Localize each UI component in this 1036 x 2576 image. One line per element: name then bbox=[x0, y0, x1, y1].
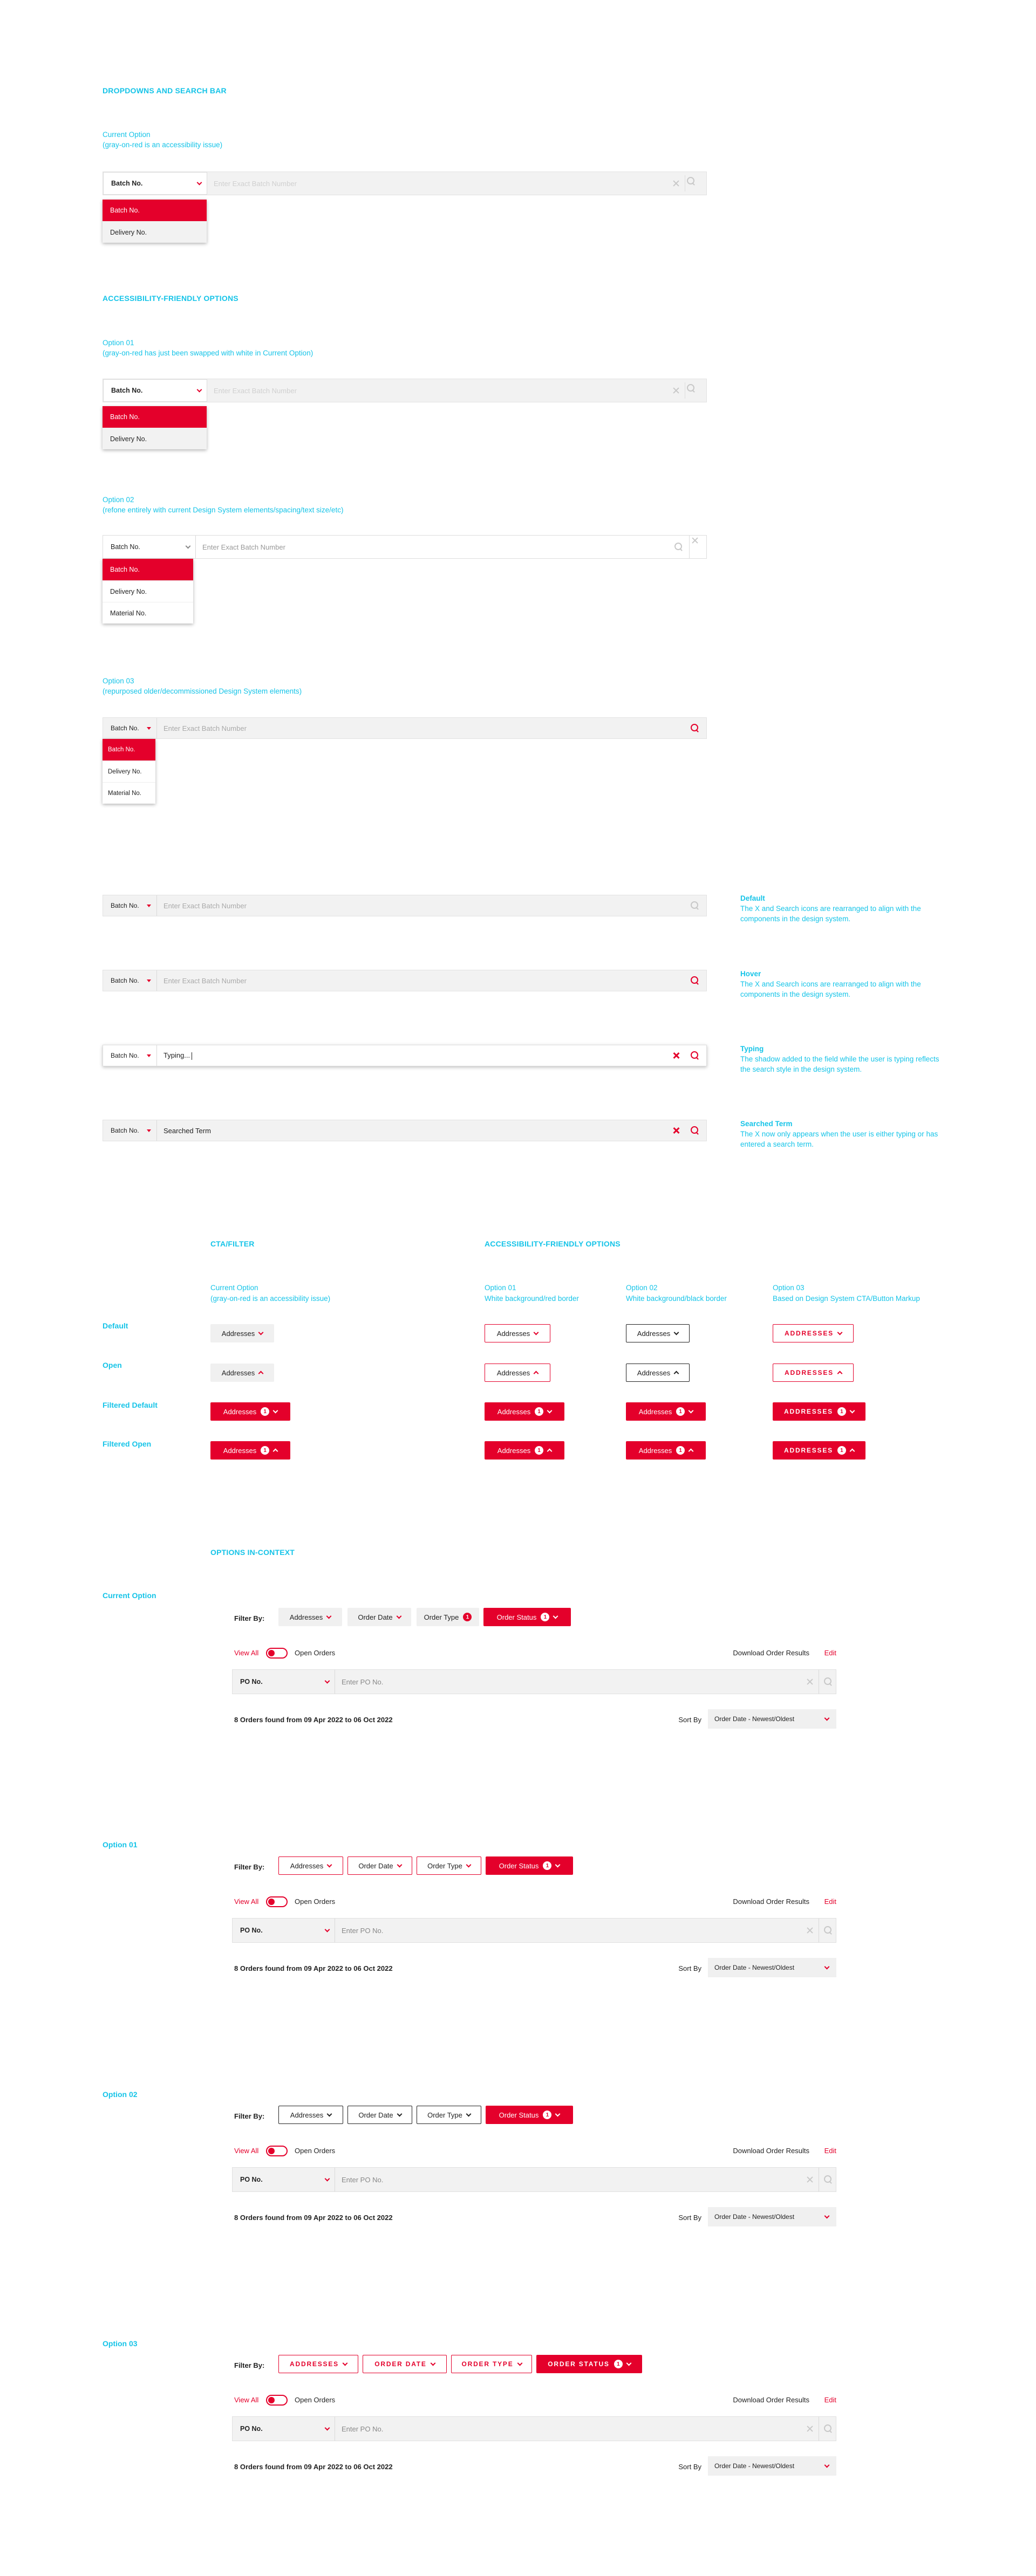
select-value: Batch No. bbox=[111, 387, 143, 394]
count-badge: 1 bbox=[261, 1446, 269, 1455]
addresses-filter-button[interactable] bbox=[210, 1364, 274, 1382]
caret-down-icon bbox=[147, 905, 151, 907]
orders-panel bbox=[232, 1856, 836, 2018]
filter-by-label: Filter By: bbox=[234, 1863, 265, 1871]
open-orders-toggle[interactable] bbox=[266, 1648, 288, 1659]
button-label: Addresses bbox=[290, 1861, 324, 1870]
open-orders-label: Open Orders bbox=[295, 2147, 336, 2155]
option-note: (repurposed older/decommissioned Design System elements) bbox=[103, 687, 302, 695]
caret-down-icon bbox=[147, 1129, 151, 1132]
count-badge: 1 bbox=[676, 1407, 685, 1416]
filter-addresses-button[interactable] bbox=[278, 1608, 342, 1626]
search-input[interactable]: Enter Exact Batch Number bbox=[163, 724, 247, 732]
button-label: Order Date bbox=[358, 1861, 393, 1870]
sort-select[interactable] bbox=[708, 1958, 836, 1977]
search-input[interactable]: Enter Exact Batch Number bbox=[202, 543, 285, 551]
cta-row-label: Filtered Open bbox=[103, 1440, 152, 1448]
chevron-up-icon bbox=[689, 1449, 694, 1454]
cta-column-title: Current Option bbox=[210, 1284, 258, 1292]
button-label: Order Type bbox=[427, 2111, 462, 2119]
dropdown-menu bbox=[103, 559, 193, 624]
chevron-down-icon bbox=[534, 1330, 539, 1335]
filter-order-date-button[interactable] bbox=[347, 1856, 412, 1875]
clear-icon[interactable] bbox=[671, 1125, 681, 1136]
search-type-select[interactable] bbox=[103, 970, 157, 991]
sort-by-label: Sort By bbox=[678, 1716, 701, 1724]
menu-item[interactable]: Delivery No. bbox=[103, 580, 193, 602]
section-title-cta-accessibility: ACCESSIBILITY-FRIENDLY OPTIONS bbox=[485, 1239, 621, 1248]
search-type-select[interactable] bbox=[103, 172, 207, 195]
chevron-down-icon bbox=[824, 1715, 830, 1721]
filter-order-status-button[interactable] bbox=[486, 1856, 573, 1875]
download-results-link[interactable]: Download Order Results bbox=[733, 1897, 809, 1906]
button-label: Order Type bbox=[427, 1861, 462, 1870]
cta-column-title: Option 01 bbox=[485, 1284, 516, 1292]
sort-select[interactable] bbox=[708, 1709, 836, 1729]
chevron-down-icon bbox=[397, 1862, 402, 1867]
addresses-filter-button[interactable] bbox=[626, 1402, 706, 1421]
caret-down-icon bbox=[147, 1054, 151, 1057]
search-bar-searched bbox=[103, 1120, 707, 1141]
sort-by-label: Sort By bbox=[678, 2463, 701, 2471]
addresses-filter-button[interactable] bbox=[626, 1364, 690, 1382]
po-type-select[interactable] bbox=[233, 1919, 335, 1942]
edit-link[interactable]: Edit bbox=[824, 2147, 836, 2155]
open-orders-label: Open Orders bbox=[295, 1897, 336, 1906]
count-badge: 1 bbox=[614, 2360, 623, 2368]
orders-panel bbox=[232, 2106, 836, 2267]
button-label: Order Type bbox=[424, 1613, 459, 1621]
button-label: Addresses bbox=[496, 1329, 530, 1338]
chevron-down-icon bbox=[849, 1408, 855, 1413]
chevron-down-icon bbox=[824, 2213, 830, 2218]
view-all-link[interactable]: View All bbox=[234, 1897, 259, 1906]
option-title: Option 02 bbox=[103, 496, 134, 504]
dropdown-menu bbox=[103, 200, 207, 243]
search-bar-default bbox=[103, 895, 707, 916]
state-desc: The X now only appears when the user is either typing or has entered a search term. bbox=[740, 1130, 938, 1148]
filter-addresses-button[interactable] bbox=[278, 1856, 343, 1875]
button-label: Order Date bbox=[358, 1613, 393, 1621]
menu-item[interactable]: Material No. bbox=[103, 602, 193, 624]
button-label: Addresses bbox=[221, 1329, 255, 1338]
button-label: ADDRESSES bbox=[784, 1408, 833, 1415]
chevron-down-icon bbox=[273, 1408, 278, 1413]
sort-select[interactable] bbox=[708, 2207, 836, 2226]
view-all-link[interactable]: View All bbox=[234, 2396, 259, 2404]
addresses-filter-button[interactable] bbox=[626, 1441, 706, 1460]
option-note: (refone entirely with current Design System elements/spacing/text size/etc) bbox=[103, 506, 344, 514]
cta-row-label: Filtered Default bbox=[103, 1401, 158, 1409]
button-label: Addresses bbox=[289, 1613, 323, 1621]
menu-item[interactable]: Batch No. bbox=[103, 559, 193, 580]
chevron-down-icon bbox=[837, 1330, 842, 1335]
search-bar bbox=[103, 379, 707, 402]
orders-panel bbox=[232, 1608, 836, 1770]
filter-order-status-button[interactable] bbox=[536, 2355, 642, 2373]
filter-order-date-button[interactable] bbox=[363, 2355, 447, 2373]
button-label: Order Status bbox=[496, 1613, 537, 1621]
button-label: Addresses bbox=[637, 1329, 671, 1338]
button-label: Order Status bbox=[499, 1861, 539, 1870]
button-label: Addresses bbox=[223, 1407, 257, 1416]
chevron-down-icon bbox=[197, 387, 202, 392]
chevron-down-icon bbox=[555, 1862, 561, 1867]
chevron-down-icon bbox=[689, 1408, 694, 1413]
chevron-down-icon bbox=[466, 2111, 471, 2116]
sort-by-label: Sort By bbox=[678, 2214, 701, 2222]
count-badge: 1 bbox=[543, 1861, 551, 1870]
chevron-up-icon bbox=[547, 1449, 553, 1454]
search-icon[interactable] bbox=[673, 541, 685, 553]
state-desc: The X and Search icons are rearranged to align with the components in the design system. bbox=[740, 905, 921, 923]
select-value: PO No. bbox=[240, 1927, 263, 1934]
section-title-cta: CTA/FILTER bbox=[210, 1239, 255, 1248]
button-label: ORDER STATUS bbox=[548, 2360, 610, 2368]
chevron-down-icon bbox=[626, 2360, 631, 2366]
addresses-filter-button[interactable] bbox=[210, 1441, 290, 1460]
button-label: ADDRESSES bbox=[785, 1330, 834, 1337]
chevron-down-icon bbox=[824, 2462, 830, 2468]
search-icon[interactable] bbox=[819, 2417, 836, 2441]
chevron-down-icon bbox=[555, 2111, 561, 2116]
chevron-down-icon bbox=[186, 543, 191, 549]
menu-item[interactable]: Batch No. bbox=[103, 739, 155, 761]
search-type-select[interactable] bbox=[103, 1120, 157, 1141]
clear-icon[interactable] bbox=[805, 2174, 815, 2185]
clear-icon[interactable] bbox=[805, 1676, 815, 1687]
caret-down-icon bbox=[147, 727, 151, 730]
results-summary: 8 Orders found from 09 Apr 2022 to 06 Oct 2022 bbox=[234, 1716, 393, 1724]
chevron-down-icon bbox=[674, 1330, 679, 1335]
chevron-down-icon bbox=[325, 1678, 330, 1683]
download-results-link[interactable]: Download Order Results bbox=[733, 2396, 809, 2404]
cta-column-title: Option 03 bbox=[773, 1284, 805, 1292]
option-title: Current Option bbox=[103, 131, 151, 139]
clear-icon[interactable] bbox=[671, 385, 681, 396]
download-results-link[interactable]: Download Order Results bbox=[733, 1649, 809, 1657]
addresses-filter-button[interactable] bbox=[626, 1324, 690, 1342]
chevron-down-icon bbox=[396, 1613, 401, 1619]
clear-icon[interactable] bbox=[671, 178, 681, 189]
filter-addresses-button[interactable] bbox=[278, 2355, 358, 2373]
search-type-select[interactable] bbox=[103, 536, 196, 558]
button-label: ORDER TYPE bbox=[461, 2360, 514, 2368]
po-search-input[interactable]: Enter PO No. bbox=[342, 1677, 384, 1686]
download-results-link[interactable]: Download Order Results bbox=[733, 2147, 809, 2155]
cta-column-title: Option 02 bbox=[626, 1284, 658, 1292]
cta-row-label: Open bbox=[103, 1361, 122, 1369]
addresses-filter-button[interactable] bbox=[210, 1324, 274, 1342]
count-badge: 1 bbox=[543, 2111, 551, 2119]
menu-item[interactable]: Batch No. bbox=[103, 406, 207, 428]
filter-order-type-button[interactable] bbox=[417, 2106, 481, 2124]
search-type-select[interactable] bbox=[103, 895, 157, 916]
count-badge: 1 bbox=[535, 1446, 543, 1455]
filter-by-label: Filter By: bbox=[234, 1614, 265, 1622]
chevron-down-icon bbox=[547, 1408, 553, 1413]
search-type-select[interactable] bbox=[103, 1045, 157, 1066]
state-label bbox=[740, 893, 945, 924]
open-orders-label: Open Orders bbox=[295, 2396, 336, 2404]
po-search-bar bbox=[232, 1918, 836, 1943]
sort-value: Order Date - Newest/Oldest bbox=[714, 1715, 795, 1723]
chevron-up-icon bbox=[849, 1449, 855, 1454]
section-title-context: OPTIONS IN-CONTEXT bbox=[210, 1548, 295, 1557]
open-orders-toggle[interactable] bbox=[266, 2395, 288, 2406]
open-orders-toggle[interactable] bbox=[266, 1896, 288, 1907]
chevron-down-icon bbox=[197, 180, 202, 185]
addresses-filter-button[interactable] bbox=[485, 1324, 550, 1342]
caret-down-icon bbox=[147, 979, 151, 982]
select-value: Batch No. bbox=[111, 543, 140, 551]
search-icon[interactable] bbox=[685, 382, 701, 399]
edit-link[interactable]: Edit bbox=[824, 1649, 836, 1657]
search-icon[interactable] bbox=[689, 1050, 701, 1061]
state-desc: The shadow added to the field while the user is typing reflects the search style in the design system. bbox=[740, 1055, 939, 1073]
filter-order-status-button[interactable] bbox=[486, 2106, 573, 2124]
filter-order-type-button[interactable] bbox=[451, 2355, 532, 2373]
select-value: PO No. bbox=[240, 2425, 263, 2433]
po-search-bar bbox=[232, 2416, 836, 2441]
select-value: Batch No. bbox=[111, 902, 139, 909]
filter-addresses-button[interactable] bbox=[278, 2106, 343, 2124]
chevron-down-icon bbox=[325, 2425, 330, 2430]
chevron-down-icon bbox=[466, 1862, 471, 1867]
button-label: Addresses bbox=[638, 1407, 672, 1416]
clear-icon[interactable] bbox=[805, 2423, 815, 2434]
button-label: Addresses bbox=[497, 1446, 531, 1455]
addresses-filter-button[interactable] bbox=[485, 1402, 564, 1421]
po-search-bar bbox=[232, 2167, 836, 2192]
chevron-down-icon bbox=[342, 2360, 347, 2366]
chevron-up-icon bbox=[837, 1371, 842, 1376]
chevron-down-icon bbox=[430, 2360, 435, 2366]
search-input[interactable]: Enter Exact Batch Number bbox=[214, 386, 297, 395]
chevron-down-icon bbox=[517, 2360, 522, 2366]
context-label: Option 01 bbox=[103, 1840, 138, 1849]
search-bar bbox=[103, 717, 707, 739]
cta-row-label: Default bbox=[103, 1321, 128, 1330]
section-title-accessibility: ACCESSIBILITY-FRIENDLY OPTIONS bbox=[103, 294, 238, 303]
search-input[interactable] bbox=[157, 1051, 671, 1060]
select-value: PO No. bbox=[240, 2176, 263, 2183]
chevron-down-icon bbox=[325, 2176, 330, 2181]
button-label: Order Date bbox=[358, 2111, 393, 2119]
sort-value: Order Date - Newest/Oldest bbox=[714, 2213, 795, 2221]
search-icon[interactable] bbox=[819, 1670, 836, 1694]
search-type-select[interactable] bbox=[103, 379, 207, 402]
search-bar bbox=[103, 535, 707, 559]
button-label: Addresses bbox=[290, 2111, 324, 2119]
search-bar-typing bbox=[103, 1045, 707, 1066]
select-value: PO No. bbox=[240, 1678, 263, 1686]
addresses-filter-button[interactable] bbox=[773, 1441, 865, 1460]
button-label: Addresses bbox=[638, 1446, 672, 1455]
search-input[interactable]: Enter Exact Batch Number bbox=[163, 901, 247, 910]
count-badge: 1 bbox=[463, 1613, 472, 1621]
button-label: Addresses bbox=[221, 1368, 255, 1377]
state-title: Hover bbox=[740, 970, 761, 978]
search-bar-hover bbox=[103, 970, 707, 991]
search-input[interactable]: Enter Exact Batch Number bbox=[163, 976, 247, 985]
search-input[interactable]: Searched Term bbox=[163, 1126, 211, 1135]
option-note: (gray-on-red has just been swapped with white in Current Option) bbox=[103, 349, 313, 357]
open-orders-label: Open Orders bbox=[295, 1649, 336, 1657]
button-label: Addresses bbox=[496, 1368, 530, 1377]
filter-by-label: Filter By: bbox=[234, 2112, 265, 2120]
button-label: Addresses bbox=[637, 1368, 671, 1377]
open-orders-toggle[interactable] bbox=[266, 2146, 288, 2156]
dropdown-menu bbox=[103, 739, 155, 804]
state-label bbox=[740, 1044, 945, 1074]
option-title: Option 03 bbox=[103, 677, 134, 685]
po-search-input[interactable]: Enter PO No. bbox=[342, 1926, 384, 1935]
addresses-filter-button[interactable] bbox=[485, 1364, 550, 1382]
addresses-filter-button[interactable] bbox=[773, 1324, 854, 1342]
select-value: Batch No. bbox=[111, 1127, 139, 1134]
count-badge: 1 bbox=[261, 1407, 269, 1416]
chevron-up-icon bbox=[258, 1371, 264, 1376]
count-badge: 1 bbox=[837, 1407, 846, 1416]
state-desc: The X and Search icons are rearranged to align with the components in the design system. bbox=[740, 980, 921, 998]
addresses-filter-button[interactable] bbox=[773, 1364, 854, 1382]
context-label: Option 02 bbox=[103, 2090, 138, 2099]
chevron-down-icon bbox=[327, 2111, 332, 2116]
chevron-down-icon bbox=[326, 1613, 332, 1619]
search-icon[interactable] bbox=[689, 722, 701, 734]
count-badge: 1 bbox=[541, 1613, 549, 1621]
search-input[interactable]: Enter Exact Batch Number bbox=[214, 179, 297, 188]
menu-item[interactable]: Delivery No. bbox=[103, 221, 207, 243]
addresses-filter-button[interactable] bbox=[485, 1441, 564, 1460]
dropdown-menu bbox=[103, 406, 207, 449]
section-title-dropdowns: DROPDOWNS AND SEARCH BAR bbox=[103, 86, 227, 95]
menu-item[interactable]: Batch No. bbox=[103, 200, 207, 221]
typed-text: Typing... bbox=[163, 1051, 190, 1060]
orders-panel bbox=[232, 2355, 836, 2517]
button-label: ADDRESSES bbox=[290, 2360, 339, 2368]
po-type-select[interactable] bbox=[233, 2417, 335, 2441]
results-summary: 8 Orders found from 09 Apr 2022 to 06 Oct 2022 bbox=[234, 2463, 393, 2471]
count-badge: 1 bbox=[535, 1407, 543, 1416]
menu-item[interactable]: Delivery No. bbox=[103, 428, 207, 449]
filter-order-status-button[interactable] bbox=[483, 1608, 571, 1626]
cta-column-note: Based on Design System CTA/Button Markup bbox=[773, 1294, 920, 1303]
filter-order-date-button[interactable] bbox=[347, 1608, 411, 1626]
filter-by-label: Filter By: bbox=[234, 2361, 265, 2369]
search-icon[interactable] bbox=[689, 975, 701, 986]
clear-icon[interactable] bbox=[671, 1050, 681, 1061]
button-label: ORDER DATE bbox=[374, 2360, 427, 2368]
results-summary: 8 Orders found from 09 Apr 2022 to 06 Oct 2022 bbox=[234, 2214, 393, 2222]
chevron-down-icon bbox=[325, 1927, 330, 1932]
results-summary: 8 Orders found from 09 Apr 2022 to 06 Oct 2022 bbox=[234, 1964, 393, 1972]
state-title: Default bbox=[740, 894, 765, 902]
chevron-down-icon bbox=[553, 1613, 558, 1619]
clear-icon[interactable] bbox=[805, 1925, 815, 1936]
search-icon[interactable] bbox=[819, 2168, 836, 2191]
filter-order-date-button[interactable] bbox=[347, 2106, 412, 2124]
chevron-up-icon bbox=[674, 1371, 679, 1376]
search-type-select[interactable] bbox=[103, 718, 157, 738]
context-label: Option 03 bbox=[103, 2339, 138, 2348]
search-icon[interactable] bbox=[689, 900, 701, 912]
chevron-down-icon bbox=[327, 1862, 332, 1867]
chevron-up-icon bbox=[273, 1449, 278, 1454]
addresses-filter-button[interactable] bbox=[773, 1402, 865, 1421]
edit-link[interactable]: Edit bbox=[824, 1897, 836, 1906]
chevron-down-icon bbox=[258, 1330, 264, 1335]
sort-value: Order Date - Newest/Oldest bbox=[714, 1964, 795, 1971]
view-all-link[interactable]: View All bbox=[234, 1649, 259, 1657]
button-label: ADDRESSES bbox=[784, 1447, 833, 1454]
state-label bbox=[740, 1119, 945, 1149]
select-value: Batch No. bbox=[111, 180, 143, 187]
sort-by-label: Sort By bbox=[678, 1964, 701, 1972]
chevron-up-icon bbox=[534, 1371, 539, 1376]
edit-link[interactable]: Edit bbox=[824, 2396, 836, 2404]
chevron-down-icon bbox=[397, 2111, 402, 2116]
clear-icon[interactable] bbox=[689, 535, 706, 559]
po-type-select[interactable] bbox=[233, 2168, 335, 2191]
po-search-input[interactable]: Enter PO No. bbox=[342, 2424, 384, 2433]
search-icon[interactable] bbox=[689, 1125, 701, 1136]
cta-column-note: White background/red border bbox=[485, 1294, 579, 1303]
menu-item[interactable]: Delivery No. bbox=[103, 761, 155, 782]
po-type-select[interactable] bbox=[233, 1670, 335, 1694]
select-value: Batch No. bbox=[111, 724, 139, 732]
count-badge: 1 bbox=[837, 1446, 846, 1455]
view-all-link[interactable]: View All bbox=[234, 2147, 259, 2155]
button-label: ADDRESSES bbox=[785, 1369, 834, 1376]
count-badge: 1 bbox=[676, 1446, 685, 1455]
state-label bbox=[740, 969, 945, 999]
filter-order-type-button[interactable] bbox=[417, 1856, 481, 1875]
select-value: Batch No. bbox=[111, 1052, 139, 1059]
chevron-down-icon bbox=[824, 1964, 830, 1969]
po-search-bar bbox=[232, 1669, 836, 1694]
option-note: (gray-on-red is an accessibility issue) bbox=[103, 141, 223, 149]
context-label: Current Option bbox=[103, 1591, 156, 1600]
sort-value: Order Date - Newest/Oldest bbox=[714, 2462, 795, 2470]
filter-order-type-button[interactable] bbox=[417, 1608, 479, 1626]
addresses-filter-button[interactable] bbox=[210, 1402, 290, 1421]
option-title: Option 01 bbox=[103, 339, 134, 347]
cta-column-note: White background/black border bbox=[626, 1294, 727, 1303]
search-icon[interactable] bbox=[685, 175, 701, 191]
cta-column-note: (gray-on-red is an accessibility issue) bbox=[210, 1294, 331, 1303]
select-value: Batch No. bbox=[111, 977, 139, 984]
search-bar bbox=[103, 172, 707, 195]
button-label: Addresses bbox=[497, 1407, 531, 1416]
state-title: Searched Term bbox=[740, 1120, 793, 1128]
menu-item[interactable]: Material No. bbox=[103, 782, 155, 804]
button-label: Order Status bbox=[499, 2111, 539, 2119]
sort-select[interactable] bbox=[708, 2456, 836, 2476]
search-icon[interactable] bbox=[819, 1919, 836, 1942]
po-search-input[interactable]: Enter PO No. bbox=[342, 2175, 384, 2184]
button-label: Addresses bbox=[223, 1446, 257, 1455]
state-title: Typing bbox=[740, 1045, 764, 1053]
